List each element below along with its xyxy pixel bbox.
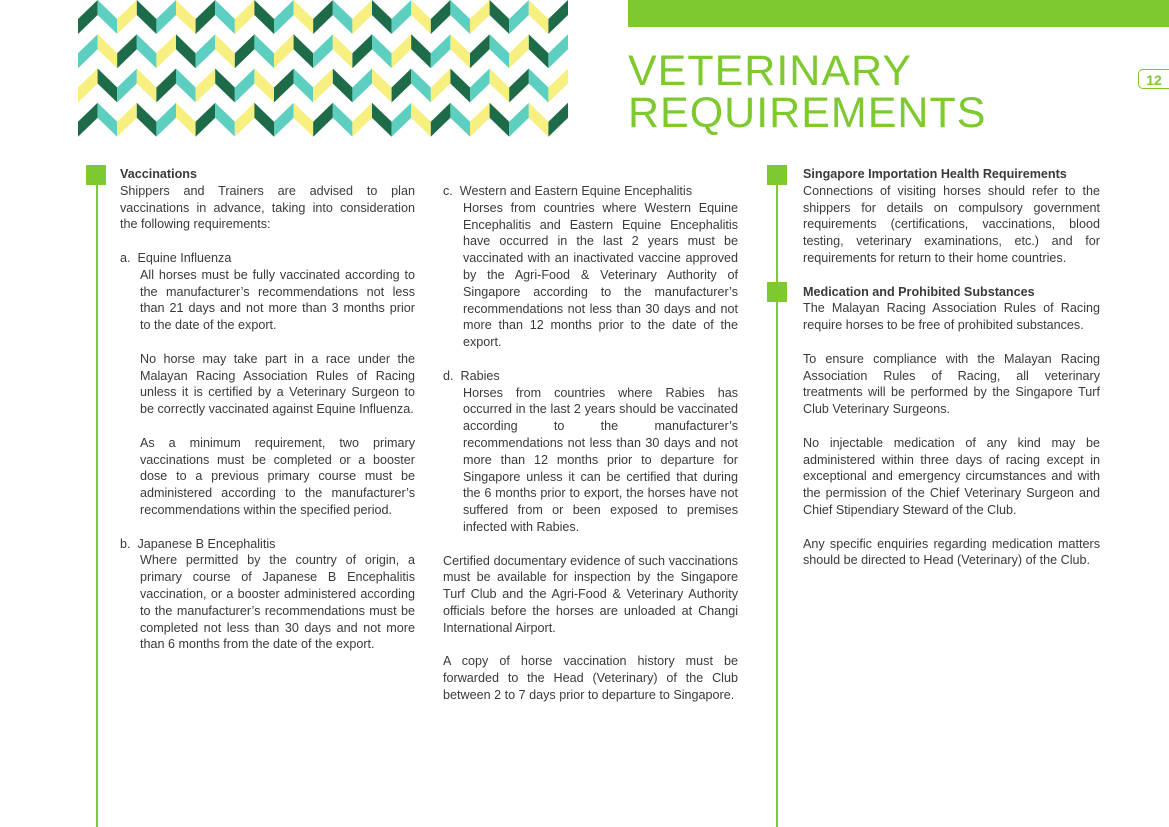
chevron-segment xyxy=(196,69,216,103)
chevron-segment xyxy=(470,103,490,137)
chevron-segment xyxy=(529,103,549,137)
column-2 xyxy=(443,183,738,721)
chevron-segment xyxy=(294,69,314,103)
chevron-segment xyxy=(137,34,157,68)
paragraph: Shippers and Trainers are advised to plan vaccinations in advance, taking into consideration the following requirements: xyxy=(120,183,415,232)
chevron-segment xyxy=(176,69,196,103)
chevron-segment xyxy=(196,0,216,34)
chevron-segment xyxy=(117,69,137,103)
chevron-segment xyxy=(372,34,392,68)
chevron-segment xyxy=(333,0,353,34)
chevron-segment xyxy=(490,103,510,137)
list-item-title: b. Japanese B Encephalitis xyxy=(120,536,276,551)
chevron-segment xyxy=(333,69,353,103)
column-1 xyxy=(120,166,415,670)
list-item xyxy=(120,536,415,654)
chevron-segment xyxy=(156,103,176,137)
title-line-1: VETERINARY xyxy=(628,47,912,95)
list-item xyxy=(443,183,738,351)
chevron-segment xyxy=(450,69,470,103)
chevron-segment xyxy=(313,34,333,68)
chevron-segment xyxy=(548,69,568,103)
chevron-segment xyxy=(411,103,431,137)
paragraph: No injectable medication of any kind may be administered within three days of racing except in exceptional and emergency circumstances and with the permission of the Chief Veterinary Surgeon and Chief Stipendiary Steward of the Club. xyxy=(803,435,1100,517)
chevron-segment xyxy=(196,34,216,68)
chevron-segment xyxy=(431,34,451,68)
chevron-segment xyxy=(235,34,255,68)
chevron-segment xyxy=(176,0,196,34)
chevron-segment xyxy=(333,34,353,68)
chevron-segment xyxy=(529,0,549,34)
title-line-2: REQUIREMENTS xyxy=(628,89,987,137)
chevron-segment xyxy=(274,0,294,34)
chevron-segment xyxy=(274,103,294,137)
chevron-segment xyxy=(548,34,568,68)
chevron-segment xyxy=(78,103,98,137)
section-heading-medication: Medication and Prohibited Substances xyxy=(803,284,1035,299)
paragraph: The Malayan Racing Association Rules of Racing require horses to be free of prohibited substances. xyxy=(803,301,1100,333)
paragraph: Certified documentary evidence of such vaccinations must be available for inspection by the Singapore Turf Club and the Agri-Food & Veterinary Authority officials before the horses are unloaded at Changi International Airport. xyxy=(443,553,738,635)
section-heading-importation: Singapore Importation Health Requirements xyxy=(803,167,1067,181)
chevron-segment xyxy=(274,34,294,68)
chevron-segment xyxy=(490,0,510,34)
chevron-segment xyxy=(215,34,235,68)
chevron-segment xyxy=(254,69,274,103)
paragraph: Connections of visiting horses should refer to the shippers for details on compulsory government requirements (certifications, vaccinations, blood testing, veterinary examinations, etc.) and for requirements for return to their home countries. xyxy=(803,183,1100,265)
chevron-segment xyxy=(215,69,235,103)
paragraph: As a minimum requirement, two primary vaccinations must be completed or a booster dose to a previous primary course must be administered according to the manufacturer’s recommendations within the specified period. xyxy=(140,435,415,517)
chevron-segment xyxy=(117,103,137,137)
chevron-segment xyxy=(313,103,333,137)
list-item-title: c. Western and Eastern Equine Encephalitis xyxy=(443,184,692,198)
chevron-segment xyxy=(254,0,274,34)
chevron-segment xyxy=(352,69,372,103)
paragraph: All horses must be fully vaccinated according to the manufacturer’s recommendations not less than 21 days and not more than 3 months prior to the date of the export. xyxy=(140,267,415,333)
chevron-segment xyxy=(470,69,490,103)
chevron-segment xyxy=(98,69,118,103)
chevron-segment xyxy=(117,0,137,34)
chevron-segment xyxy=(490,69,510,103)
paragraph: To ensure compliance with the Malayan Racing Association Rules of Racing, all veterinary treatments will be performed by the Singapore Turf Club Veterinary Surgeons. xyxy=(803,351,1100,417)
chevron-segment xyxy=(470,34,490,68)
chevron-segment xyxy=(156,69,176,103)
chevron-segment xyxy=(294,0,314,34)
chevron-segment xyxy=(333,103,353,137)
paragraph: Horses from countries where Rabies has occurred in the last 2 years should be vaccinated according to the manufacturer’s recommendations not less than 30 days and not more than 12 months prior to departure for Singapore unless it can be certified that during the 6 months prior to export, the horses have not suffered from or been exposed to premises infected with Rabies. xyxy=(463,385,738,534)
chevron-segment xyxy=(215,0,235,34)
chevron-segment xyxy=(98,0,118,34)
chevron-segment xyxy=(411,69,431,103)
chevron-segment xyxy=(450,103,470,137)
paragraph: Horses from countries where Western Equine Encephalitis and Eastern Equine Encephalitis have occurred in the last 2 years must be vaccinated with an inactivated vaccine approved by the Agri-Food & Veterinary Authority of Singapore according to the manufacturer’s recommendations not less than 30 days and not more than 12 months prior to the date of the export. xyxy=(463,200,738,350)
chevron-segment xyxy=(352,0,372,34)
chevron-segment xyxy=(176,103,196,137)
list-item-title: d. Rabies xyxy=(443,368,500,383)
chevron-segment xyxy=(431,0,451,34)
chevron-segment xyxy=(156,0,176,34)
chevron-segment xyxy=(294,103,314,137)
chevron-segment xyxy=(431,103,451,137)
chevron-segment xyxy=(450,34,470,68)
chevron-segment xyxy=(254,103,274,137)
chevron-pattern xyxy=(78,0,568,137)
column-rule-right xyxy=(776,175,778,827)
chevron-segment xyxy=(431,69,451,103)
chevron-segment xyxy=(274,69,294,103)
chevron-segment xyxy=(313,0,333,34)
chevron-segment xyxy=(372,69,392,103)
list-item xyxy=(120,250,415,519)
chevron-segment xyxy=(392,69,412,103)
chevron-segment xyxy=(450,0,470,34)
chevron-segment xyxy=(509,0,529,34)
column-3 xyxy=(803,166,1100,586)
chevron-segment xyxy=(78,69,98,103)
chevron-segment xyxy=(470,0,490,34)
chevron-segment xyxy=(235,69,255,103)
chevron-segment xyxy=(392,34,412,68)
chevron-segment xyxy=(215,103,235,137)
chevron-segment xyxy=(411,34,431,68)
chevron-segment xyxy=(78,0,98,34)
chevron-segment xyxy=(98,34,118,68)
chevron-segment xyxy=(352,34,372,68)
page-number: 12 xyxy=(1138,69,1169,89)
chevron-segment xyxy=(156,34,176,68)
column-rule-left xyxy=(96,175,98,827)
chevron-segment xyxy=(490,34,510,68)
chevron-segment xyxy=(372,103,392,137)
chevron-segment xyxy=(78,34,98,68)
chevron-segment xyxy=(509,34,529,68)
paragraph: Where permitted by the country of origin, a primary course of Japanese B Encephalitis vaccination, or a booster administered according to the manufacturer’s recommendations must be completed not less than 30 days and not more than 6 months from the date of the export. xyxy=(140,553,415,652)
chevron-segment xyxy=(529,69,549,103)
chevron-segment xyxy=(196,103,216,137)
paragraph: No horse may take part in a race under the Malayan Racing Association Rules of Racing unless it is certified by a Veterinary Surgeon to be correctly vaccinated against Equine Influenza. xyxy=(140,351,415,417)
header-accent-bar xyxy=(628,0,1169,27)
chevron-segment xyxy=(548,0,568,34)
page-title xyxy=(628,47,1088,137)
chevron-segment xyxy=(352,103,372,137)
chevron-segment xyxy=(254,34,274,68)
chevron-segment xyxy=(392,0,412,34)
chevron-segment xyxy=(313,69,333,103)
section-marker xyxy=(86,165,106,185)
chevron-segment xyxy=(137,103,157,137)
chevron-segment xyxy=(98,103,118,137)
paragraph: Any specific enquiries regarding medication matters should be directed to Head (Veterinary) of the Club. xyxy=(803,536,1100,568)
chevron-segment xyxy=(509,69,529,103)
chevron-segment xyxy=(392,103,412,137)
chevron-segment xyxy=(548,103,568,137)
chevron-segment xyxy=(411,0,431,34)
chevron-segment xyxy=(294,34,314,68)
chevron-segment xyxy=(137,69,157,103)
section-heading-vaccinations: Vaccinations xyxy=(120,167,197,181)
paragraph: A copy of horse vaccination history must be forwarded to the Head (Veterinary) of the Club between 2 to 7 days prior to departure to Singapore. xyxy=(443,654,738,702)
chevron-segment xyxy=(137,0,157,34)
chevron-segment xyxy=(117,34,137,68)
section-marker xyxy=(767,282,787,302)
list-item xyxy=(443,368,738,536)
list-item-title: a. Equine Influenza xyxy=(120,250,232,265)
section-marker xyxy=(767,165,787,185)
chevron-segment xyxy=(372,0,392,34)
chevron-segment xyxy=(235,0,255,34)
chevron-segment xyxy=(529,34,549,68)
chevron-segment xyxy=(176,34,196,68)
chevron-segment xyxy=(509,103,529,137)
chevron-segment xyxy=(235,103,255,137)
